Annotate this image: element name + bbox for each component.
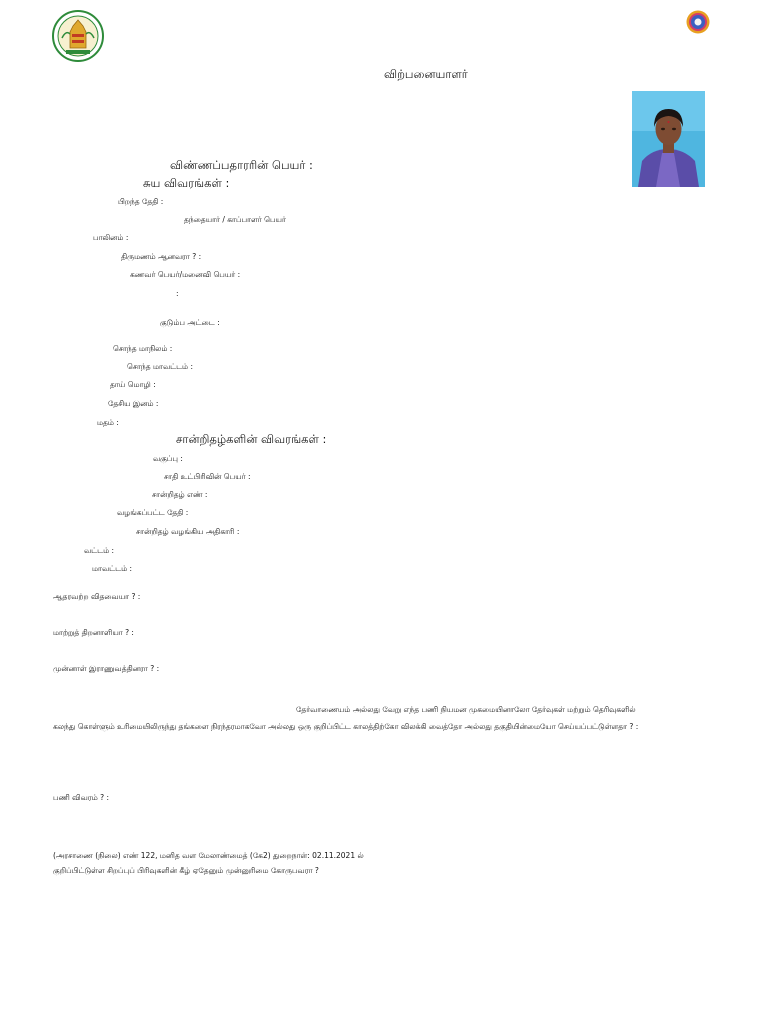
family-card-label: குடும்ப அட்டை : xyxy=(160,318,220,327)
certificate-number-label: சான்றிதழ் எண் : xyxy=(152,490,208,499)
colon-separator: : xyxy=(176,289,179,298)
debarred-question-line2: கலந்து கொள்ளும் உரிமையிலிருந்து தங்களை நிரந்தரமாகவோ அல்லது ஒரு குறிப்பிட்ட காலத்திற்கோ விலக்கி வைத்தோ அல்லது தகுதியின்மையோ செய்யப்பட்டுள்ளதா ? : xyxy=(53,722,639,731)
go-reference-line2: குறிப்பிட்டுள்ள சிறப்புப் பிரிவுகளின் கீழ் ஏதேனும் முன்னுரிமை கோருபவரா ? xyxy=(53,866,319,875)
applicant-name-label: விண்ணப்பதாரரின் பெயர் : xyxy=(170,158,313,172)
native-district-label: சொந்த மாவட்டம் : xyxy=(127,362,194,371)
personal-details-heading: சுய விவரங்கள் : xyxy=(143,176,230,190)
tamil-nadu-emblem-icon xyxy=(52,10,104,62)
page-title: விற்பனையாளர் xyxy=(384,67,468,81)
certificate-details-heading: சான்றிதழ்களின் விவரங்கள் : xyxy=(176,432,327,446)
gender-label: பாலினம் : xyxy=(93,233,129,242)
spouse-name-label: கணவர் பெயர்/மனைவி பெயர் : xyxy=(130,270,241,279)
taluk-label: வட்டம் : xyxy=(84,546,115,555)
category-label: வகுப்பு : xyxy=(153,454,183,463)
married-label: திருமணம் ஆனவரா ? : xyxy=(121,252,202,261)
go-reference-line1: (அரசாணை (நிலை) எண் 122, மனித வள மேலாண்மைத் (கே2) துறைநாள்: 02.11.2021 ல் xyxy=(53,851,364,860)
differently-abled-question: மாற்றுத் திறனாளியா ? : xyxy=(53,628,134,637)
circular-seal-icon xyxy=(686,10,710,34)
ex-serviceman-question: முன்னாள் இராணுவத்தினரா ? : xyxy=(53,664,160,673)
nationality-label: தேசிய இனம் : xyxy=(108,399,159,408)
religion-label: மதம் : xyxy=(97,418,119,427)
mother-tongue-label: தாய் மொழி : xyxy=(110,380,156,389)
native-state-label: சொந்த மாநிலம் : xyxy=(113,344,173,353)
caste-subdivision-label: சாதி உட்பிரிவின் பெயர் : xyxy=(164,472,251,481)
district-label: மாவட்டம் : xyxy=(92,564,133,573)
destitute-widow-question: ஆதரவற்ற விதவையா ? : xyxy=(53,592,141,601)
job-details-question: பணி விவரம் ? : xyxy=(53,793,110,802)
debarred-question-line1: தேர்வாணையம் அல்லது வேறு எந்த பணி நியமன முகமையினாலோ தேர்வுகள் மற்றும் தெரிவுகளில் xyxy=(296,705,636,714)
dob-label: பிறந்த தேதி : xyxy=(118,197,164,206)
father-guardian-label: தந்தையார் / காப்பாளர் பெயர் xyxy=(184,215,286,224)
issuing-officer-label: சான்றிதழ் வழங்கிய அதிகாரி : xyxy=(136,527,240,536)
applicant-photo xyxy=(632,91,705,187)
issue-date-label: வழங்கப்பட்ட தேதி : xyxy=(117,508,189,517)
